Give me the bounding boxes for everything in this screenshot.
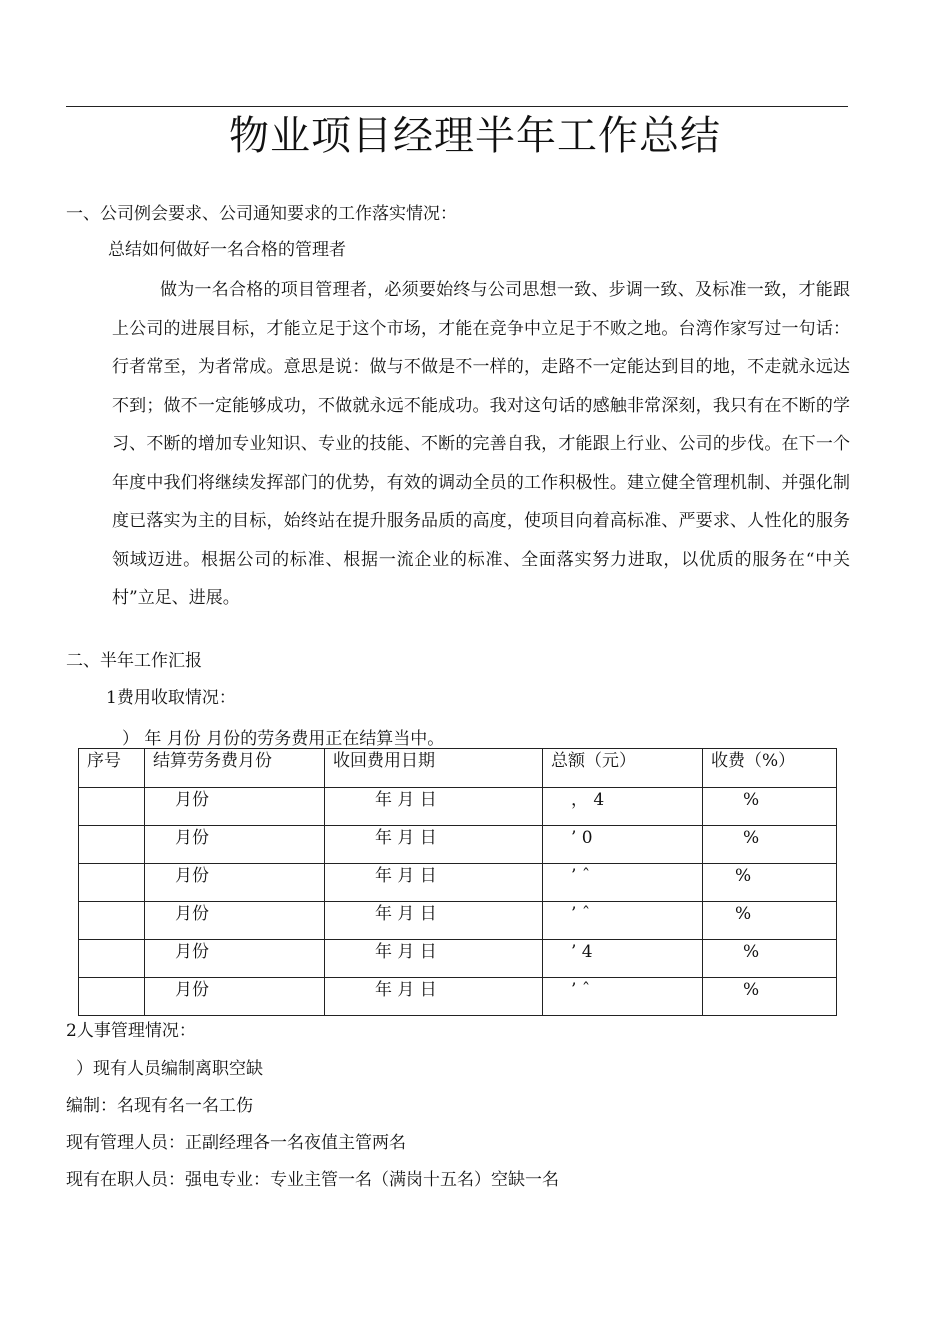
table-row bbox=[79, 978, 837, 1016]
cell-rate: % bbox=[703, 940, 837, 978]
cell-date: 年 月 日 bbox=[325, 978, 543, 1016]
header-index: 序号 bbox=[79, 749, 145, 788]
table-row bbox=[79, 864, 837, 902]
table-row bbox=[79, 826, 837, 864]
cell-rate: % bbox=[703, 864, 837, 902]
cell-month: 月份 bbox=[145, 978, 325, 1016]
cell-rate: % bbox=[703, 902, 837, 940]
cell-month: 月份 bbox=[145, 788, 325, 826]
staffing-line: 编制：名现有名一名工伤 bbox=[66, 1096, 253, 1116]
cell-total: ’ 4 bbox=[543, 940, 703, 978]
fee-collection-heading: 1费用收取情况： bbox=[106, 688, 236, 708]
header-rule bbox=[66, 106, 848, 107]
cell-rate: % bbox=[703, 826, 837, 864]
cell-index bbox=[79, 864, 145, 902]
table-row bbox=[79, 940, 837, 978]
cell-index bbox=[79, 978, 145, 1016]
section1-subheading: 总结如何做好一名合格的管理者 bbox=[108, 240, 346, 260]
staff-note: ）现有人员编制离职空缺 bbox=[76, 1059, 263, 1079]
cell-index bbox=[79, 902, 145, 940]
cell-date: 年 月 日 bbox=[325, 826, 543, 864]
cell-month: 月份 bbox=[145, 902, 325, 940]
cell-rate: % bbox=[703, 978, 837, 1016]
employees-line: 现有在职人员：强电专业：专业主管一名（满岗十五名）空缺一名 bbox=[66, 1170, 559, 1190]
cell-total: ’ ˆ bbox=[543, 902, 703, 940]
cell-date: 年 月 日 bbox=[325, 940, 543, 978]
document-title: 物业项目经理半年工作总结 bbox=[229, 113, 721, 159]
section2-heading: 二、半年工作汇报 bbox=[66, 651, 202, 671]
cell-total: ’ ˆ bbox=[543, 978, 703, 1016]
cell-date: 年 月 日 bbox=[325, 902, 543, 940]
cell-date: 年 月 日 bbox=[325, 788, 543, 826]
cell-index bbox=[79, 940, 145, 978]
header-rate: 收费（%） bbox=[703, 749, 837, 788]
fee-table-header bbox=[79, 749, 837, 788]
section1-paragraph: 做为一名合格的项目管理者，必须要始终与公司思想一致、步调一致、及标准一致，才能跟上公司的进展目标，才能立足于这个市场，才能在竞争中立足于不败之地。台湾作家写过一句话：行者常至，为者常成。意思是说：做与不做是不一样的，走路不一定能达到目的地，不走就永远达不到；做不一定能够成功，不做就永远不能成功。我对这句话的感触非常深刻，我只有在不断的学习、不断的增加专业知识、专业的技能、不断的完善自我，才能跟上行业、公司的步伐。在下一个年度中我们将继续发挥部门的优势，有效的调动全员的工作积极性。建立健全管理机制、并强化制度已落实为主的目标，始终站在提升服务品质的高度，使项目向着高标准、严要求、人性化的服务领域迈进。根据公司的标准、根据一流企业的标准、全面落实努力进取，以优质的服务在“中关村”立足、进展。 bbox=[112, 280, 850, 608]
cell-date: 年 月 日 bbox=[325, 864, 543, 902]
fee-table bbox=[78, 748, 837, 1016]
cell-total: ， 4 bbox=[543, 788, 703, 826]
header-month: 结算劳务费月份 bbox=[145, 749, 325, 788]
table-row bbox=[79, 788, 837, 826]
hr-heading: 2人事管理情况： bbox=[66, 1021, 196, 1041]
managers-line: 现有管理人员：正副经理各一名夜值主管两名 bbox=[66, 1133, 406, 1153]
header-date: 收回费用日期 bbox=[325, 749, 543, 788]
fee-note: ） 年 月份 月份的劳务费用正在结算当中。 bbox=[122, 729, 445, 749]
header-total: 总额（元） bbox=[543, 749, 703, 788]
section1-heading: 一、公司例会要求、公司通知要求的工作落实情况： bbox=[66, 204, 457, 224]
cell-index bbox=[79, 826, 145, 864]
cell-total: ’ 0 bbox=[543, 826, 703, 864]
cell-total: ’ ˆ bbox=[543, 864, 703, 902]
cell-rate: % bbox=[703, 788, 837, 826]
cell-month: 月份 bbox=[145, 864, 325, 902]
cell-index bbox=[79, 788, 145, 826]
cell-month: 月份 bbox=[145, 826, 325, 864]
table-row bbox=[79, 902, 837, 940]
cell-month: 月份 bbox=[145, 940, 325, 978]
